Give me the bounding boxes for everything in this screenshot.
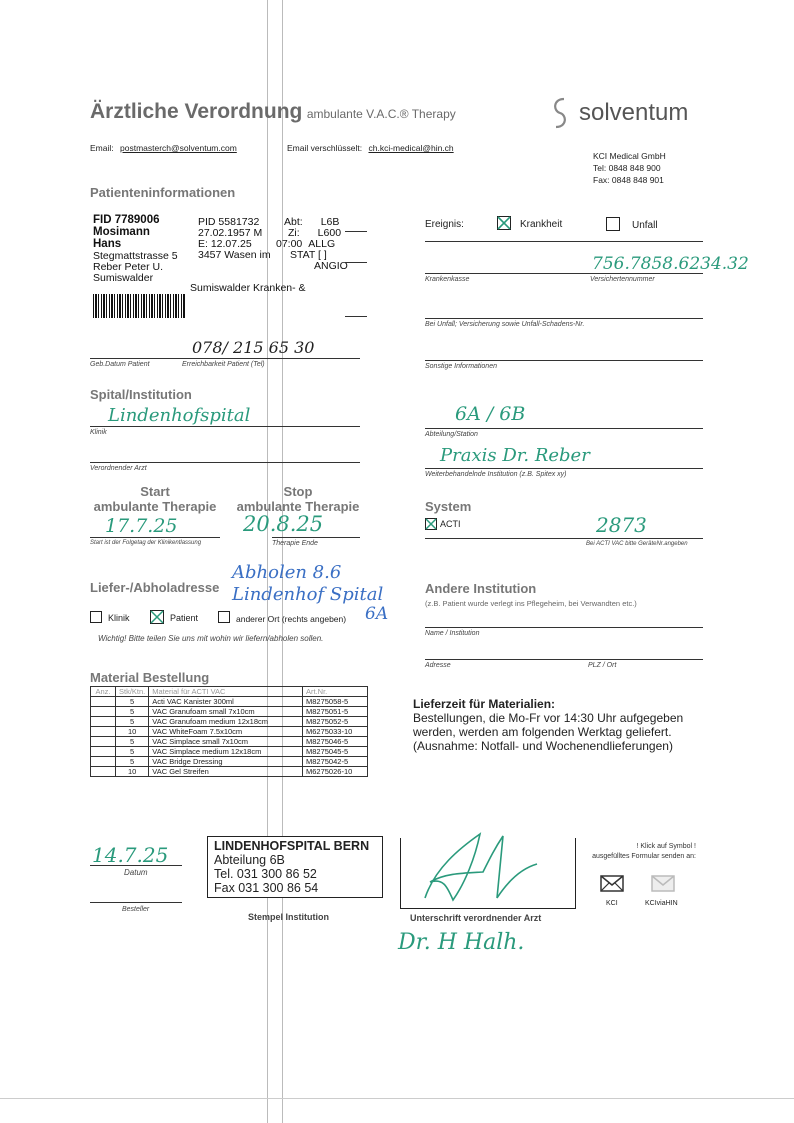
rule <box>90 426 360 427</box>
patient-entry: E: 12.07.25 <box>198 238 252 250</box>
start-title-line1: Start <box>140 484 170 499</box>
lieferzeit-line1: Bestellungen, die Mo-Fr vor 14:30 Uhr aufgegeben <box>413 711 684 725</box>
stat-label: STAT [ ] <box>290 249 327 261</box>
device-label: Bei ACTI VAC bitte GeräteNr.angeben <box>586 541 688 547</box>
anz-cell[interactable] <box>91 707 116 717</box>
anz-cell[interactable] <box>91 737 116 747</box>
header-material: Material für ACTI VAC <box>149 687 303 697</box>
table-row <box>91 717 368 727</box>
solventum-logo-icon <box>545 95 575 131</box>
table-row <box>91 707 368 717</box>
material-cell: VAC Granufoam small 7x10cm <box>149 707 303 717</box>
rule <box>90 865 182 866</box>
patient-insurer-short: Sumiswalder <box>93 272 154 284</box>
title-sub: ambulante V.A.C.® Therapy <box>306 107 456 121</box>
email-encrypted-row <box>287 143 454 153</box>
company-tel: Tel: 0848 848 900 <box>593 163 661 173</box>
form-title <box>90 100 456 124</box>
qty-cell: 5 <box>116 737 149 747</box>
klick-hint <box>586 842 696 862</box>
delivery-handwritten-2: Lindenhof Spital <box>232 584 384 605</box>
email-row <box>90 143 237 153</box>
qty-cell: 10 <box>116 767 149 777</box>
datum-handwritten: 14.7.25 <box>92 843 169 867</box>
table-row <box>91 757 368 767</box>
delivery-handwritten-1: Abholen 8.6 <box>232 562 342 583</box>
qty-cell: 10 <box>116 727 149 737</box>
lieferzeit-block <box>413 697 683 753</box>
abt-value: L6B <box>320 216 340 228</box>
angio-label: ANGIO <box>314 260 348 272</box>
email-link[interactable]: postmasterch@solventum.com <box>120 143 237 153</box>
material-cell: VAC Granufoam medium 12x18cm <box>149 717 303 727</box>
start-title-line2: ambulante Therapie <box>93 499 217 514</box>
material-cell: Acti VAC Kanister 300ml <box>149 697 303 707</box>
delivery-anderer-checkbox[interactable] <box>218 611 230 623</box>
anz-cell[interactable] <box>91 697 116 707</box>
stop-title <box>232 484 364 514</box>
patient-lastname: Mosimann <box>93 226 150 238</box>
stamp-line2: Abteilung 6B <box>214 853 285 867</box>
start-title <box>90 484 220 514</box>
stop-label: Therapie Ende <box>272 540 318 547</box>
name-institution-label: Name / Institution <box>425 630 480 637</box>
anz-cell[interactable] <box>91 727 116 737</box>
klinik-handwritten: Lindenhofspital <box>108 405 251 426</box>
patient-firstname: Hans <box>93 238 122 250</box>
plz-label: PLZ / Ort <box>588 662 617 669</box>
stamp-line1: LINDENHOFSPITAL BERN <box>214 839 370 853</box>
stop-title-line1: Stop <box>283 484 313 499</box>
check-x-icon <box>425 518 437 530</box>
klick-line2: ausgefülltes Formular senden an: <box>592 853 696 860</box>
patient-city: 3457 Wasen im <box>198 249 271 261</box>
device-number-handwritten: 2873 <box>596 513 647 537</box>
anz-cell[interactable] <box>91 767 116 777</box>
solventum-logo <box>545 95 575 136</box>
check-x-icon <box>150 610 164 624</box>
check-x-icon <box>497 216 511 230</box>
krankheit-label: Krankheit <box>520 219 563 230</box>
qty-cell: 5 <box>116 717 149 727</box>
material-cell: VAC Gel Streifen <box>149 767 303 777</box>
email-encrypted-label: Email verschlüsselt: <box>287 143 363 153</box>
email-label: Email: <box>90 143 114 153</box>
material-cell: VAC Bridge Dressing <box>149 757 303 767</box>
rule <box>90 462 360 463</box>
patient-pid: PID 5581732 <box>198 216 260 228</box>
signature-label: Unterschrift verordnender Arzt <box>410 913 542 923</box>
start-date-handwritten: 17.7.25 <box>105 515 178 537</box>
rule <box>272 537 360 538</box>
rule <box>90 358 360 359</box>
other-institution-title: Andere Institution <box>425 581 537 596</box>
patient-barcode <box>93 294 186 318</box>
material-cell: VAC Simplace small 7x10cm <box>149 737 303 747</box>
artnr-cell: M8275051-5 <box>303 707 368 717</box>
krankenkasse-label: Krankenkasse <box>425 276 470 283</box>
rule <box>90 537 220 538</box>
phone-label: Erreichbarkeit Patient (Tel) <box>182 361 265 368</box>
header-anz: Anz. <box>91 687 116 697</box>
system-section-title: System <box>425 499 472 514</box>
patient-street: Stegmattstrasse 5 <box>93 250 178 262</box>
anz-cell[interactable] <box>91 717 116 727</box>
klick-line1: ! Klick auf Symbol ! <box>636 843 696 850</box>
qty-cell: 5 <box>116 697 149 707</box>
rule <box>345 231 367 232</box>
rule <box>425 468 703 469</box>
material-section-title: Material Bestellung <box>90 670 210 685</box>
delivery-patient-checkbox[interactable] <box>150 610 164 624</box>
other-institution-sub: (z.B. Patient wurde verlegt ins Pflegeheim, bei Verwandten etc.) <box>425 599 637 608</box>
artnr-cell: M6275033-10 <box>303 727 368 737</box>
company-block <box>593 150 666 186</box>
table-row <box>91 747 368 757</box>
patient-section-title: Patienteninformationen <box>90 185 236 200</box>
acti-checkbox[interactable] <box>425 518 437 530</box>
artnr-cell: M8275052-5 <box>303 717 368 727</box>
company-fax: Fax: 0848 848 901 <box>593 175 664 185</box>
envelope-hin-icon <box>651 870 675 892</box>
stop-date-handwritten: 20.8.25 <box>243 512 324 536</box>
rule <box>425 318 703 319</box>
patient-doctor: Reber Peter U. <box>93 261 164 273</box>
qty-cell: 5 <box>116 757 149 767</box>
besteller-label: Besteller <box>122 906 150 913</box>
title-main: Ärztliche Verordnung <box>90 100 303 123</box>
stempel-label: Stempel Institution <box>248 912 329 922</box>
email-encrypted-link[interactable]: ch.kci-medical@hin.ch <box>368 143 454 153</box>
send-kci-button[interactable] <box>600 872 624 897</box>
rule <box>425 659 703 660</box>
table-row <box>91 697 368 707</box>
patient-insurer-full: Sumiswalder Kranken- & <box>190 282 306 294</box>
artnr-cell: M8275058-5 <box>303 697 368 707</box>
arzt-label: Verordnender Arzt <box>90 465 147 472</box>
table-row <box>91 737 368 747</box>
qty-cell: 5 <box>116 747 149 757</box>
sonstige-label: Sonstige Informationen <box>425 363 497 370</box>
delivery-klinik-checkbox[interactable] <box>90 611 102 623</box>
rule <box>425 538 703 539</box>
stamp-line3: Tel. 031 300 86 52 <box>214 867 317 881</box>
weiterbehandelnde-label: Weiterbehandelnde Institution (z.B. Spitex xy) <box>425 471 567 478</box>
rule <box>345 262 367 263</box>
stamp-line4: Fax 031 300 86 54 <box>214 881 319 895</box>
patient-phone-handwritten: 078/ 215 65 30 <box>192 338 315 357</box>
allg-label: ALLG <box>308 238 336 250</box>
versnr-label: Versichertennummer <box>590 276 655 283</box>
rule <box>90 902 182 903</box>
signature-drawing <box>405 828 570 906</box>
artnr-cell: M8275042-5 <box>303 757 368 767</box>
table-row <box>91 767 368 777</box>
start-label: Start ist der Folgetag der Klinikentlassung <box>90 540 202 546</box>
bottom-edge <box>0 1098 794 1099</box>
send-kcihin-button[interactable] <box>651 870 675 897</box>
event-label: Ereignis: <box>425 219 464 230</box>
rule <box>345 316 367 317</box>
kci-label: KCI <box>606 900 618 907</box>
unfall-label: Unfall <box>632 220 658 231</box>
kcihin-label: KCIviaHIN <box>645 900 678 907</box>
artnr-cell: M8275046-5 <box>303 737 368 747</box>
signature-name-handwritten: Dr. H Halh. <box>398 930 525 955</box>
patient-fid: FID 7789006 <box>93 214 160 226</box>
weiterbehandelnde-handwritten: Praxis Dr. Reber <box>440 445 590 466</box>
artnr-cell: M6275026-10 <box>303 767 368 777</box>
institution-stamp <box>207 836 383 898</box>
rule <box>425 273 703 274</box>
material-table-header <box>91 687 368 697</box>
envelope-icon <box>600 872 624 892</box>
versnr-handwritten: 756.7858.6234.32 <box>592 254 749 274</box>
material-cell: VAC WhiteFoam 7.5x10cm <box>149 727 303 737</box>
zi-value: L600 <box>317 227 342 239</box>
delivery-handwritten-3: 6A <box>365 604 389 624</box>
rule <box>425 241 703 242</box>
brand-name: solventum <box>579 99 689 126</box>
spital-section-title: Spital/Institution <box>90 387 192 402</box>
abt-label: Abt: <box>284 216 303 228</box>
unfall-checkbox[interactable] <box>606 217 620 231</box>
adresse-label: Adresse <box>425 662 451 669</box>
patient-col1 <box>93 214 178 284</box>
datum-label: Datum <box>124 868 148 877</box>
krankheit-checkbox[interactable] <box>497 216 511 230</box>
lieferzeit-title: Lieferzeit für Materialien: <box>413 697 556 711</box>
delivery-note: Wichtig! Bitte teilen Sie uns mit wohin wir liefern/abholen sollen. <box>98 634 324 643</box>
anz-cell[interactable] <box>91 747 116 757</box>
acti-label: ACTI <box>440 519 461 529</box>
material-cell: VAC Simplace medium 12x18cm <box>149 747 303 757</box>
qty-cell: 5 <box>116 707 149 717</box>
stop-title-line2: ambulante Therapie <box>236 499 360 514</box>
rule <box>425 627 703 628</box>
patient-col2 <box>198 217 271 261</box>
company-name: KCI Medical GmbH <box>593 151 666 161</box>
header-artnr: Art.Nr. <box>303 687 368 697</box>
delivery-patient-label: Patient <box>170 613 199 623</box>
station-label: Abteilung/Station <box>425 431 478 438</box>
patient-col3 <box>276 216 348 272</box>
station-handwritten: 6A / 6B <box>455 403 526 425</box>
dob-label: Geb.Datum Patient <box>90 361 150 368</box>
material-table <box>90 686 368 777</box>
rule <box>425 428 703 429</box>
lieferzeit-line3: (Ausnahme: Notfall- und Wochenendlieferungen) <box>413 739 673 753</box>
anz-cell[interactable] <box>91 757 116 767</box>
delivery-section-title: Liefer-/Abholadresse <box>90 580 220 595</box>
rule <box>425 360 703 361</box>
artnr-cell: M8275045-5 <box>303 747 368 757</box>
lieferzeit-line2: werden, werden am folgenden Werktag geliefert. <box>413 725 672 739</box>
unfall-info-label: Bei Unfall; Versicherung sowie Unfall-Schadens-Nr. <box>425 321 585 328</box>
entry-time: 07:00 <box>276 238 303 250</box>
klinik-label: Klinik <box>90 429 107 436</box>
table-row <box>91 727 368 737</box>
delivery-anderer-label: anderer Ort (rechts angeben) <box>236 614 347 624</box>
zi-label: Zi: <box>288 227 300 239</box>
header-stk: Stk/Ktn. <box>116 687 149 697</box>
delivery-klinik-label: Klinik <box>108 613 130 623</box>
patient-dob: 27.02.1957 M <box>198 227 263 239</box>
